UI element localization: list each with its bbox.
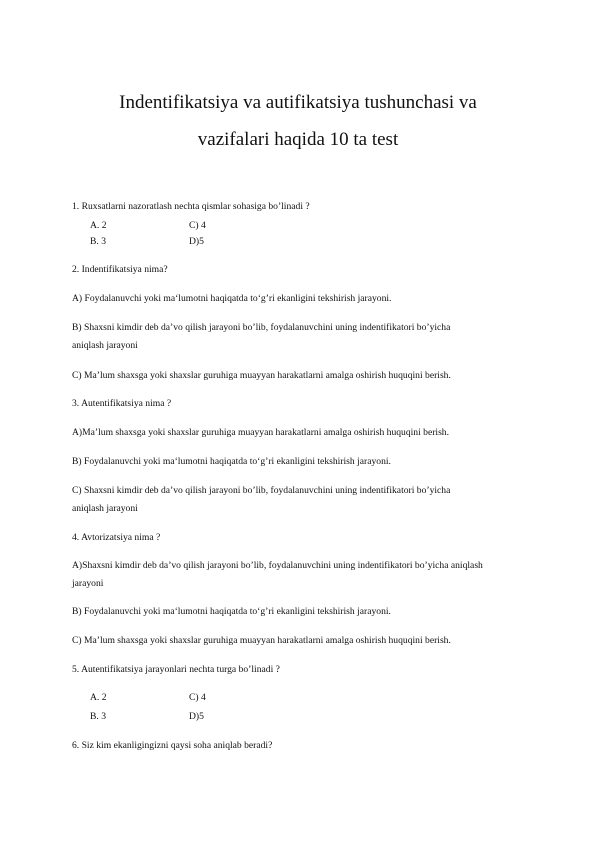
q4-option-c: C) Ma’lum shaxsga yoki shaxslar guruhiga muayyan harakatlarni amalga oshirish huquqini berish. — [72, 635, 451, 646]
q3-option-a: A)Ma’lum shaxsga yoki shaxslar guruhiga muayyan harakatlarni amalga oshirish huquqini berish. — [72, 427, 449, 438]
q5-option-c: C) 4 — [189, 692, 206, 703]
q5-option-d: D)5 — [189, 711, 204, 722]
q1-option-d: D)5 — [189, 236, 204, 247]
question-2: 2. Indentifikatsiya nima? — [72, 264, 168, 275]
q2-option-a: A) Foydalanuvchi yoki ma‘lumotni haqiqatda to‘g’ri ekanligini tekshirish jarayoni. — [72, 293, 392, 304]
q1-option-c: C) 4 — [189, 220, 206, 231]
q2-option-c: C) Ma’lum shaxsga yoki shaxslar guruhiga muayyan harakatlarni amalga oshirish huquqini berish. — [72, 370, 451, 381]
question-3: 3. Autentifikatsiya nima ? — [72, 398, 172, 409]
question-6: 6. Siz kim ekanligingizni qaysi soha aniqlab beradi? — [72, 740, 273, 751]
q5-option-a: A. 2 — [90, 692, 107, 703]
q3-option-c-line-1: C) Shaxsni kimdir deb da’vo qilish jarayoni bo’lib, foydalanuvchini uning indentifikatori bo’yicha — [72, 485, 451, 496]
page-title-line-1: Indentifikatsiya va autifikatsiya tushunchasi va — [119, 92, 477, 113]
q4-option-a-line-2: jarayoni — [72, 578, 104, 589]
q4-option-b: B) Foydalanuvchi yoki ma‘lumotni haqiqatda to‘g’ri ekanligini tekshirish jarayoni. — [72, 606, 391, 617]
page-title-line-2: vazifalari haqida 10 ta test — [197, 129, 399, 150]
question-4: 4. Avtorizatsiya nima ? — [72, 532, 161, 543]
q2-option-b-line-1: B) Shaxsni kimdir deb da’vo qilish jarayoni bo’lib, foydalanuvchini uning indentifikatori bo’yicha — [72, 322, 451, 333]
q3-option-b: B) Foydalanuvchi yoki ma‘lumotni haqiqatda to‘g’ri ekanligini tekshirish jarayoni. — [72, 456, 391, 467]
q5-option-b: B. 3 — [90, 711, 106, 722]
q3-option-c-line-2: aniqlash jarayoni — [72, 503, 138, 514]
q1-option-b: B. 3 — [90, 236, 106, 247]
q2-option-b-line-2: aniqlash jarayoni — [72, 340, 138, 351]
question-5: 5. Autentifikatsiya jarayonlari nechta turga bo’linadi ? — [72, 664, 280, 675]
q4-option-a-line-1: A)Shaxsni kimdir deb da’vo qilish jarayoni bo’lib, foydalanuvchini uning indentifikatori bo’yicha aniqlash — [72, 560, 483, 571]
question-1: 1. Ruxsatlarni nazoratlash nechta qismlar sohasiga bo’linadi ? — [72, 201, 310, 212]
q1-option-a: A. 2 — [90, 220, 107, 231]
